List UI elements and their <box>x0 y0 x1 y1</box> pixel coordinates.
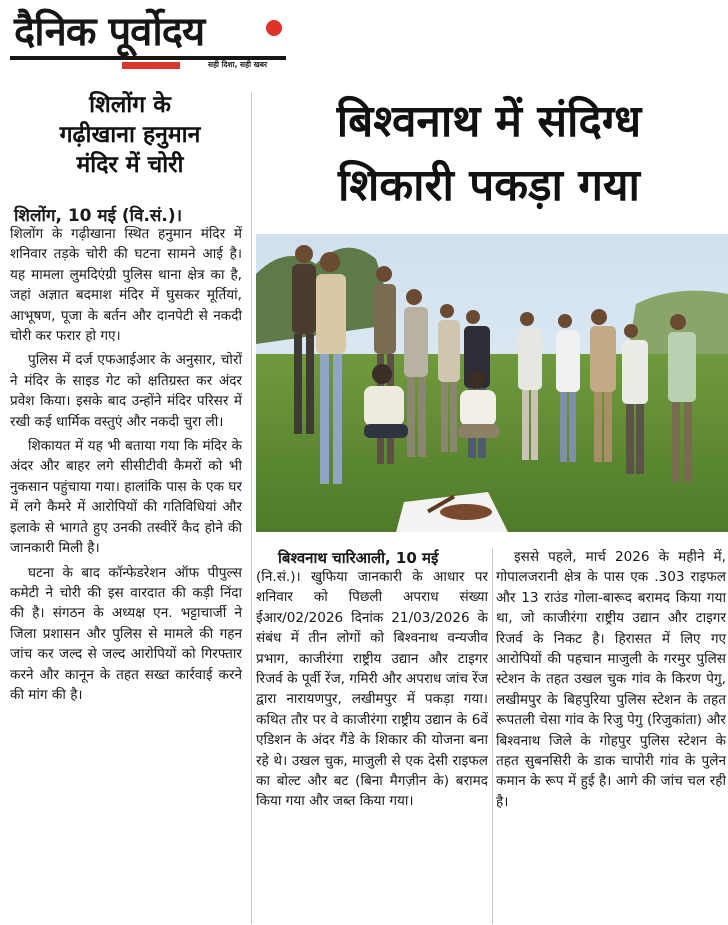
masthead-title: दैनिक पूर्वोदय <box>14 9 205 55</box>
masthead <box>10 6 286 72</box>
column-divider <box>492 548 493 924</box>
main-story-headline <box>258 90 720 218</box>
left-story-dateline: शिलोंग, 10 मई (वि.सं.)। <box>14 206 183 226</box>
left-headline-line: शिलोंग के <box>89 92 171 118</box>
main-story-column-1 <box>256 567 488 816</box>
left-headline-line: गढ़ीखाना हनुमान <box>59 122 201 148</box>
news-photo <box>256 234 728 532</box>
paragraph: पुलिस में दर्ज एफआईआर के अनुसार, चोरों ने मंदिर के साइड गेट को क्षतिग्रस्त कर अंदर प्रवेश किया। इसके बाद उन्होंने मंदिर परिसर में रखी कई धार्मिक वस्तुएं और नकदी चुरा ली। <box>10 352 242 430</box>
paragraph: इससे पहले, मार्च 2026 के महीने में, गोपालजरानी क्षेत्र के पास एक .303 राइफल और 13 राउंड गोला-बारूद बरामद किया गया था, जो काजीरंगा राष्ट्रीय उद्यान और टाइगर रिजर्व के निकट है। हिरासत में लिए गए आरोपियों की पहचान माजुली के गरमुर पुलिस स्टेशन के तहत उखल चुक गांव के किरण पेगु, लखीमपुर के बिहपुरिया पुलिस स्टेशन के तहत रूपतली चेसा गांव के रिजु पेगु (रिजुकांता) और बिश्वनाथ जिले के गोहपुर पुलिस स्टेशन के तहत सुबनसिरी के डाक चापोरी गांव के पुलेन कमान के रूप में हुई है। आगे की जांच चल रही है। <box>496 549 726 810</box>
column-divider <box>251 92 252 924</box>
masthead-red-bar <box>122 62 180 69</box>
main-headline-line: शिकारी पकड़ा गया <box>338 160 640 211</box>
paragraph: घटना के बाद कॉन्फेडरेशन ऑफ पीपुल्स कमेटी ने चोरी की इस वारदात की कड़ी निंदा की है। संगठन के अध्यक्ष एन. भट्टाचार्जी ने जिला प्रशासन और पुलिस से मामले की गहन जांच कर जल्द से जल्द आरोपियों को गिरफ्तार करने और कानून के तहत सख्त कार्रवाई करने की मांग की है। <box>10 564 242 703</box>
paragraph: शिलोंग के गढ़ीखाना स्थित हनुमान मंदिर में शनिवार तड़के चोरी की घटना सामने आई है। यह मामला लुमदिएंग्री पुलिस थाना क्षेत्र का है, जहां अज्ञात बदमाश मंदिर में घुसकर मूर्तियां, आभूषण, पूजा के बर्तन और दानपेटी से नकदी चोरी कर फरार हो गए। <box>10 226 242 345</box>
paragraph: शिकायत में यह भी बताया गया कि मंदिर के अंदर और बाहर लगे सीसीटीवी कैमरों को भी नुकसान पहुंचाया गया। हालांकि पास के एक घर में लगे कैमरे में आरोपियों की गतिविधियां और इलाके से भागते हुए उनकी तस्वीरें कैद होने की जानकारी मिली है। <box>10 438 242 557</box>
main-headline-line: बिश्वनाथ में संदिग्ध <box>336 96 642 147</box>
paragraph: (नि.सं.)। खुफिया जानकारी के आधार पर शनिवार को पिछली अपराध संख्या ईआर/02/2026 दिनांक 21/03/2026 के संबंध में तीन लोगों को बिश्वनाथ वन्यजीव प्रभाग, काजीरंगा राष्ट्रीय उद्यान और टाइगर रिजर्व के पूर्वी रेंज, गमिरी और अपराध जांच रेंज द्वारा नारायणपुर, लखीमपुर में पकड़ा गया। कथित तौर पर वे काजीरंगा राष्ट्रीय उद्यान के 6वें एडिशन के अंदर गैंडे के शिकार की योजना बना रहे थे। उखल चुक, माजुली से एक देसी राइफल का बोल्ट और बट (बिना मैगज़ीन के) बरामद किया गया और जब्त किया गया। <box>256 569 488 810</box>
masthead-logo-dot <box>266 20 282 36</box>
left-story-body <box>10 224 242 709</box>
main-story-column-2 <box>496 547 726 816</box>
news-photo-illustration <box>256 234 728 532</box>
masthead-tagline: सही दिशा, सही खबर <box>208 60 268 69</box>
left-headline-line: मंदिर में चोरी <box>76 152 184 178</box>
main-story-dateline: बिश्वनाथ चारिआली, 10 मई <box>278 549 439 567</box>
left-story-headline <box>10 90 250 180</box>
